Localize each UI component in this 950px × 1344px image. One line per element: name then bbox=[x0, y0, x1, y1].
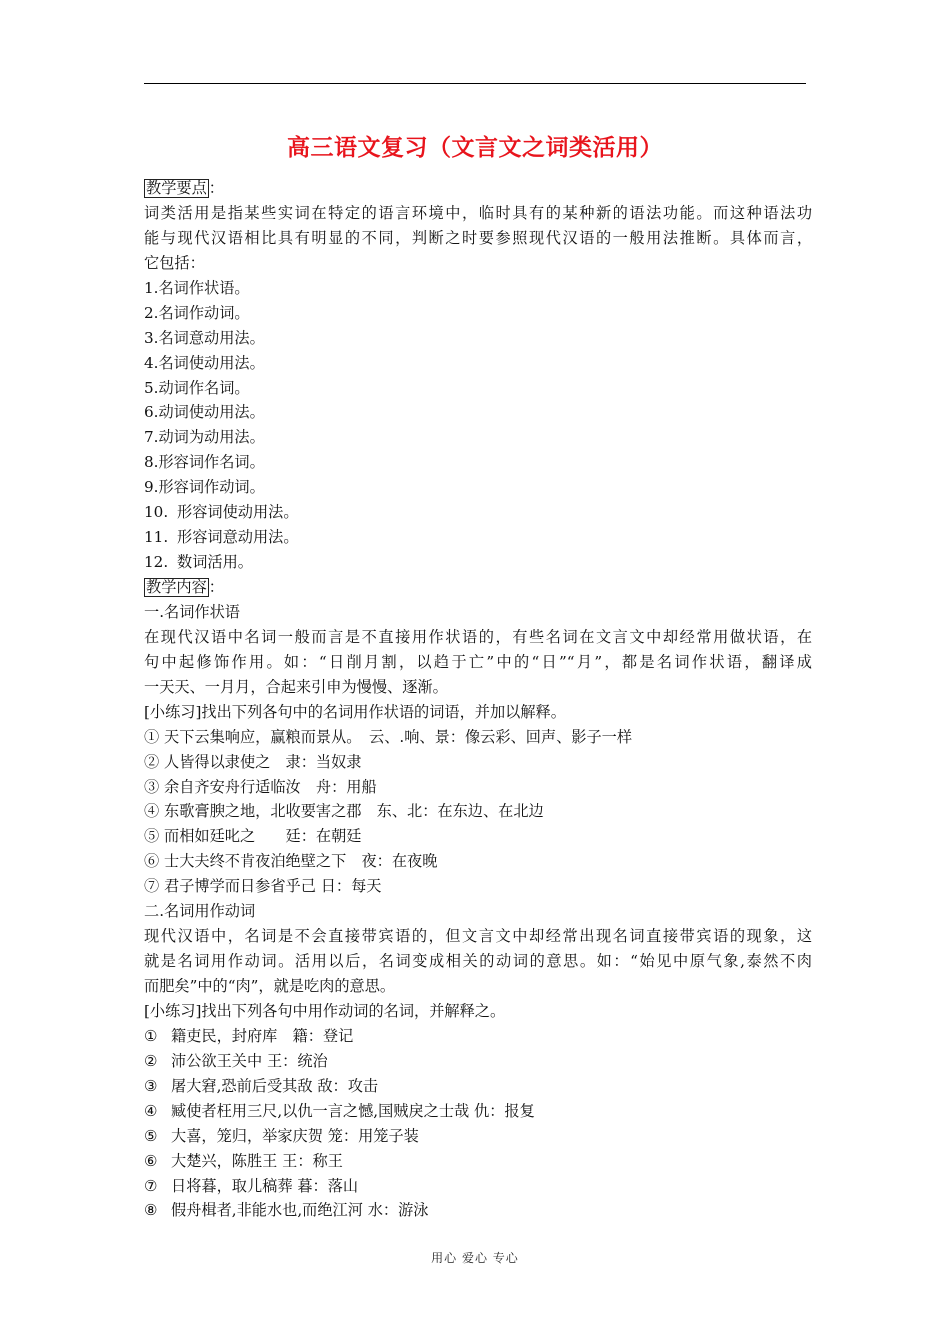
list-item: 3.名词意动用法。 bbox=[144, 328, 265, 347]
intro-line: 词类活用是指某些实词在特定的语言环境中，临时具有的某种新的语法功能。而这种语法功 bbox=[144, 203, 812, 222]
example-line: ⑥ 大楚兴，陈胜王 王：称王 bbox=[144, 1151, 343, 1170]
example-line: ⑤ 大喜，笼归，举家庆贺 笼：用笼子装 bbox=[144, 1126, 419, 1145]
part1-exercise: [小练习]找出下列各句中的名词用作状语的词语，并加以解释。 bbox=[144, 702, 566, 721]
part1-heading: 一.名词作状语 bbox=[144, 602, 240, 621]
example-line: ③ 屠大窘,恐前后受其敌 敌：攻击 bbox=[144, 1076, 379, 1095]
example-line: ② 人皆得以隶使之 隶：当奴隶 bbox=[144, 752, 362, 771]
part1-para-line: 句中起修饰作用。如：“日削月割，以趋于亡”中的“日”“月”，都是名词作状语，翻译成 bbox=[144, 652, 812, 671]
list-item: 5.动词作名词。 bbox=[144, 378, 250, 397]
list-item: 2.名词作动词。 bbox=[144, 303, 250, 322]
list-item: 10. 形容词使动用法。 bbox=[144, 503, 299, 522]
list-item: 6.动词使动用法。 bbox=[144, 403, 265, 422]
example-line: ④ 臧使者枉用三尺,以仇一言之憾,国贼戾之士哉 仇：报复 bbox=[144, 1101, 535, 1120]
list-item: 4.名词使动用法。 bbox=[144, 353, 265, 372]
intro-line: 能与现代汉语相比具有明显的不同，判断之时要参照现代汉语的一般用法推断。具体而言， bbox=[144, 228, 812, 247]
list-item: 9.形容词作动词。 bbox=[144, 478, 265, 497]
content-label: 教学内容 bbox=[146, 578, 207, 596]
example-line: ⑤ 而相如廷叱之 廷：在朝廷 bbox=[144, 827, 362, 846]
example-line: ⑥ 士大夫终不肯夜泊绝壁之下 夜：在夜晚 bbox=[144, 852, 438, 871]
document-title: 高三语文复习（文言文之词类活用） bbox=[287, 135, 663, 161]
part2-para-line: 而肥矣”中的“肉”，就是吃肉的意思。 bbox=[144, 977, 396, 995]
example-line: ⑦ 日将暮，取儿稿葬 暮：落山 bbox=[144, 1176, 359, 1195]
list-item: 11. 形容词意动用法。 bbox=[144, 528, 299, 547]
part1-para-line: 一天天、一月月，合起来引申为慢慢、逐渐。 bbox=[144, 677, 448, 696]
part1-para-line: 在现代汉语中名词一般而言是不直接用作状语的，有些名词在文言文中却经常用做状语，在 bbox=[144, 627, 812, 646]
part2-para-line: 现代汉语中，名词是不会直接带宾语的，但文言文中却经常出现名词直接带宾语的现象，这 bbox=[144, 927, 812, 946]
example-line: ④ 东歌膏腴之地，北收要害之郡 东、北：在东边、在北边 bbox=[144, 802, 544, 821]
content-heading: 教学内容 ： bbox=[146, 578, 224, 596]
example-line: ② 沛公欲王关中 王：统治 bbox=[144, 1051, 328, 1070]
key-points-label: 教学要点 bbox=[146, 179, 207, 197]
page-footer: 用心 爱心 专心 bbox=[431, 1251, 519, 1265]
key-points-heading: 教学要点 ： bbox=[146, 179, 224, 197]
part2-para-line: 就是名词用作动词。活用以后，名词变成相关的动词的意思。如：“始见中原气象,泰然不肉 bbox=[144, 952, 812, 971]
part2-heading: 二.名词用作动词 bbox=[144, 902, 256, 921]
example-line: ⑧ 假舟楫者,非能水也,而绝江河 水：游泳 bbox=[144, 1201, 429, 1220]
example-line: ① 天下云集响应，赢粮而景从。 云、.响、景：像云彩、回声、影子一样 bbox=[144, 727, 633, 746]
list-item: 1.名词作状语。 bbox=[144, 278, 250, 297]
part2-exercise: [小练习]找出下列各句中用作动词的名词，并解释之。 bbox=[144, 1001, 506, 1020]
example-line: ⑦ 君子博学而日参省乎己 日：每天 bbox=[144, 877, 382, 896]
document-body bbox=[144, 176, 812, 1223]
header-rule bbox=[144, 83, 806, 84]
list-item: 12. 数词活用。 bbox=[144, 553, 253, 572]
list-item: 8.形容词作名词。 bbox=[144, 453, 265, 472]
intro-line: 它包括： bbox=[144, 253, 205, 272]
list-item: 7.动词为动用法。 bbox=[144, 428, 265, 447]
example-line: ① 籍吏民，封府库 籍：登记 bbox=[144, 1026, 354, 1045]
example-line: ③ 余自齐安舟行适临汝 舟：用船 bbox=[144, 777, 377, 796]
